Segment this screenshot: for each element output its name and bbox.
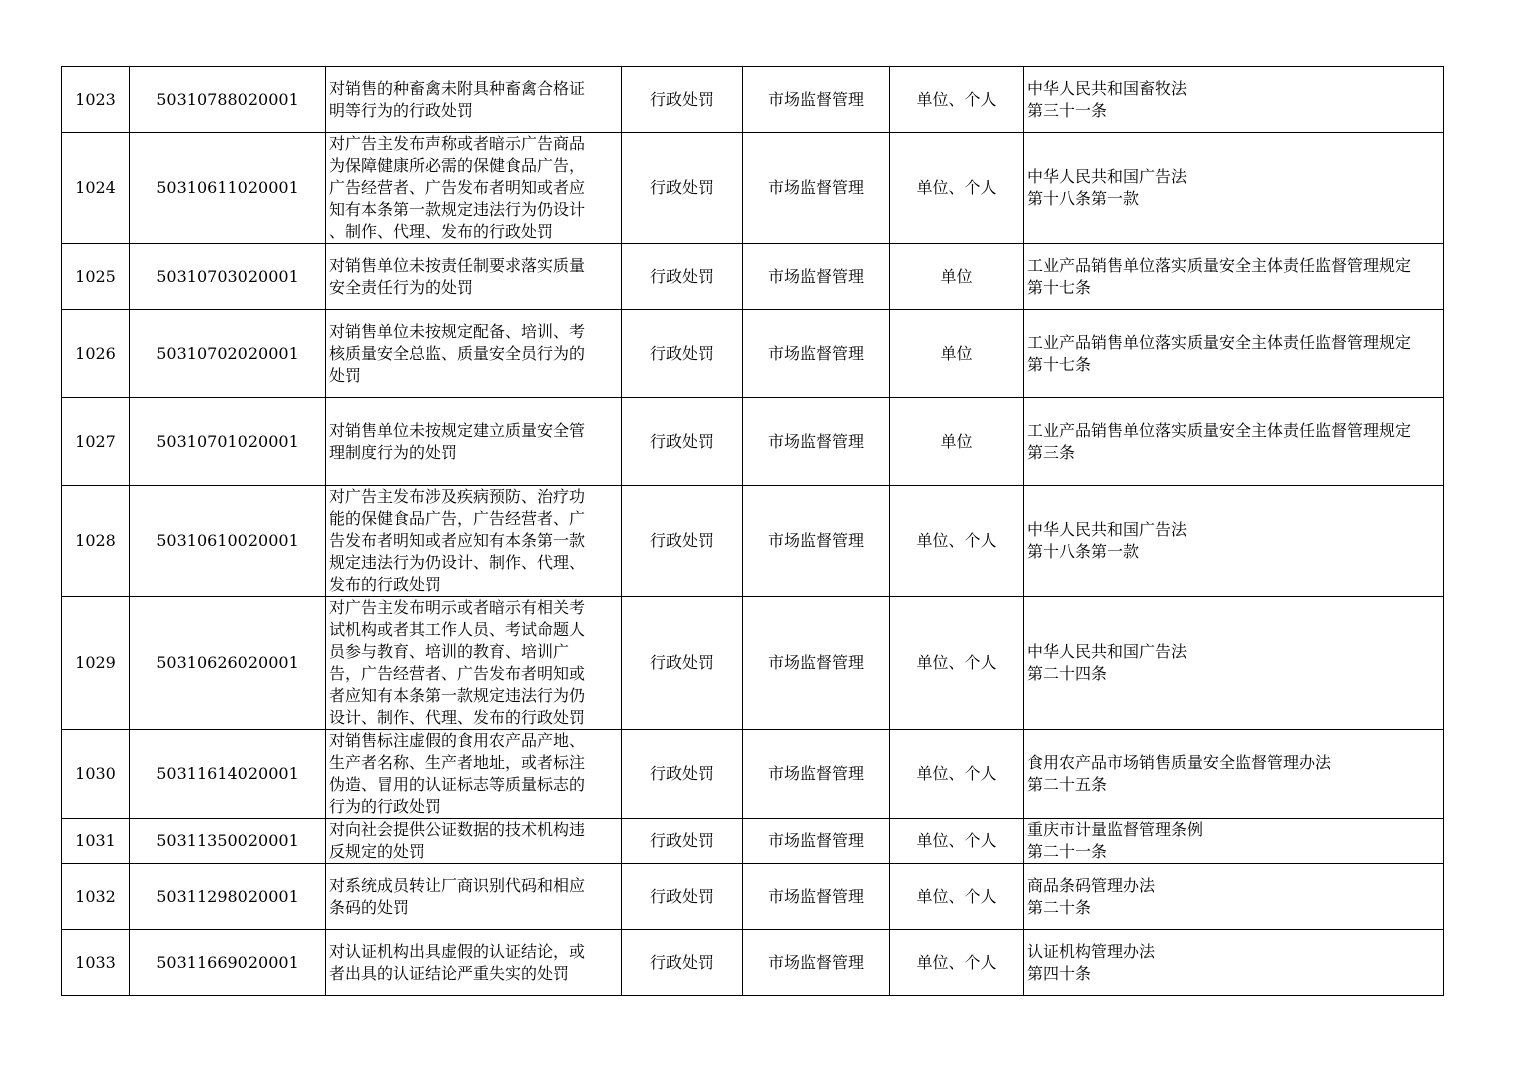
item-department: 市场监督管理 (743, 67, 890, 133)
description-line: 告，广告经营者、广告发布者明知或 (329, 664, 586, 683)
item-subject: 单位、个人 (890, 730, 1024, 819)
description-line: 生产者名称、生产者地址，或者标注 (329, 753, 586, 772)
description-line: 者出具的认证结论严重失实的处罚 (329, 963, 570, 983)
item-subject: 单位、个人 (890, 133, 1024, 244)
description-line: 能的保健食品广告，广告经营者、广 (329, 509, 586, 528)
basis-law: 商品条码管理办法 (1027, 875, 1156, 895)
description-line: 行为的行政处罚 (329, 797, 442, 816)
item-code: 50310702020001 (130, 310, 326, 398)
description-line: 对认证机构出具虚假的认证结论，或 (329, 941, 586, 961)
description-line: 发布的行政处罚 (329, 575, 442, 594)
description-line: 规定违法行为仍设计、制作、代理、 (329, 553, 586, 572)
item-department: 市场监督管理 (743, 730, 890, 819)
basis-article: 第二十四条 (1027, 664, 1108, 683)
table-row (62, 730, 1444, 819)
item-subject: 单位、个人 (890, 864, 1024, 930)
item-department: 市场监督管理 (743, 398, 890, 486)
description-line: 安全责任行为的处罚 (329, 277, 474, 297)
basis-law: 工业产品销售单位落实质量安全主体责任监督管理规定 (1027, 255, 1412, 275)
item-code: 50310701020001 (130, 398, 326, 486)
table-row (62, 864, 1444, 930)
description-line: 对广告主发布声称或者暗示广告商品 (329, 134, 586, 153)
item-legal-basis (1024, 819, 1444, 864)
item-legal-basis (1024, 398, 1444, 486)
item-code: 50310703020001 (130, 244, 326, 310)
basis-article: 第三十一条 (1027, 100, 1108, 120)
item-department: 市场监督管理 (743, 244, 890, 310)
item-subject: 单位 (890, 398, 1024, 486)
item-number: 1032 (62, 864, 130, 930)
item-code: 50311298020001 (130, 864, 326, 930)
item-number: 1025 (62, 244, 130, 310)
description-line: 对销售单位未按责任制要求落实质量 (329, 255, 586, 275)
item-code: 50311669020001 (130, 930, 326, 996)
table-row (62, 133, 1444, 244)
item-department: 市场监督管理 (743, 310, 890, 398)
item-subject: 单位、个人 (890, 486, 1024, 597)
basis-law: 重庆市计量监督管理条例 (1027, 820, 1204, 839)
table-row (62, 819, 1444, 864)
description-line: 对向社会提供公证数据的技术机构违 (329, 820, 586, 839)
basis-law: 中华人民共和国广告法 (1027, 520, 1188, 539)
description-line: 对广告主发布涉及疾病预防、治疗功 (329, 487, 586, 506)
item-legal-basis (1024, 244, 1444, 310)
basis-article: 第十八条第一款 (1027, 189, 1140, 208)
item-department: 市场监督管理 (743, 930, 890, 996)
basis-article: 第三条 (1027, 442, 1076, 462)
item-number: 1027 (62, 398, 130, 486)
item-code: 50310610020001 (130, 486, 326, 597)
item-number: 1023 (62, 67, 130, 133)
description-line: 明等行为的行政处罚 (329, 100, 474, 120)
item-code: 50310788020001 (130, 67, 326, 133)
item-legal-basis (1024, 310, 1444, 398)
basis-law: 食用农产品市场销售质量安全监督管理办法 (1027, 753, 1332, 772)
item-number: 1024 (62, 133, 130, 244)
description-line: 为保障健康所必需的保健食品广告， (329, 156, 586, 175)
item-description (326, 486, 622, 597)
description-line: 对系统成员转让厂商识别代码和相应 (329, 875, 586, 895)
item-type: 行政处罚 (622, 244, 743, 310)
item-type: 行政处罚 (622, 730, 743, 819)
description-line: 对销售单位未按规定建立质量安全管 (329, 420, 586, 440)
basis-law: 中华人民共和国畜牧法 (1027, 78, 1188, 98)
item-number: 1031 (62, 819, 130, 864)
basis-article: 第四十条 (1027, 963, 1092, 983)
item-description (326, 597, 622, 730)
description-line: 告发布者明知或者应知有本条第一款 (329, 531, 586, 550)
item-subject: 单位 (890, 244, 1024, 310)
description-line: 处罚 (329, 365, 362, 385)
item-number: 1026 (62, 310, 130, 398)
description-line: 设计、制作、代理、发布的行政处罚 (329, 708, 586, 727)
item-description (326, 67, 622, 133)
basis-article: 第十七条 (1027, 277, 1092, 297)
item-number: 1033 (62, 930, 130, 996)
table-row (62, 67, 1444, 133)
item-subject: 单位、个人 (890, 597, 1024, 730)
basis-law: 认证机构管理办法 (1027, 941, 1156, 961)
table-row (62, 244, 1444, 310)
item-description (326, 819, 622, 864)
description-line: 广告经营者、广告发布者明知或者应 (329, 178, 586, 197)
basis-article: 第十七条 (1027, 354, 1092, 374)
basis-law: 工业产品销售单位落实质量安全主体责任监督管理规定 (1027, 332, 1412, 352)
basis-article: 第二十五条 (1027, 775, 1108, 794)
item-department: 市场监督管理 (743, 597, 890, 730)
item-type: 行政处罚 (622, 819, 743, 864)
table-row (62, 930, 1444, 996)
item-legal-basis (1024, 930, 1444, 996)
item-code: 50311614020001 (130, 730, 326, 819)
item-department: 市场监督管理 (743, 133, 890, 244)
description-line: 理制度行为的处罚 (329, 442, 458, 462)
item-type: 行政处罚 (622, 133, 743, 244)
description-line: 核质量安全总监、质量安全员行为的 (329, 343, 586, 363)
basis-law: 中华人民共和国广告法 (1027, 167, 1188, 186)
basis-article: 第二十条 (1027, 897, 1092, 917)
item-subject: 单位、个人 (890, 930, 1024, 996)
item-type: 行政处罚 (622, 930, 743, 996)
penalty-items-table (61, 66, 1444, 996)
item-legal-basis (1024, 730, 1444, 819)
item-number: 1028 (62, 486, 130, 597)
description-line: 知有本条第一款规定违法行为仍设计 (329, 200, 586, 219)
item-type: 行政处罚 (622, 864, 743, 930)
description-line: 员参与教育、培训的教育、培训广 (329, 642, 570, 661)
item-legal-basis (1024, 486, 1444, 597)
item-number: 1030 (62, 730, 130, 819)
item-type: 行政处罚 (622, 310, 743, 398)
description-line: 对销售单位未按规定配备、培训、考 (329, 321, 586, 341)
basis-law: 中华人民共和国广告法 (1027, 642, 1188, 661)
item-type: 行政处罚 (622, 398, 743, 486)
table-row (62, 398, 1444, 486)
item-description (326, 133, 622, 244)
item-description (326, 730, 622, 819)
item-department: 市场监督管理 (743, 864, 890, 930)
item-code: 50310611020001 (130, 133, 326, 244)
description-line: 反规定的处罚 (329, 842, 426, 861)
item-subject: 单位、个人 (890, 67, 1024, 133)
item-subject: 单位 (890, 310, 1024, 398)
item-description (326, 244, 622, 310)
table-row (62, 310, 1444, 398)
item-type: 行政处罚 (622, 597, 743, 730)
item-legal-basis (1024, 597, 1444, 730)
table-row (62, 597, 1444, 730)
item-description (326, 310, 622, 398)
item-number: 1029 (62, 597, 130, 730)
item-department: 市场监督管理 (743, 819, 890, 864)
basis-law: 工业产品销售单位落实质量安全主体责任监督管理规定 (1027, 420, 1412, 440)
item-description (326, 864, 622, 930)
description-line: 对销售的种畜禽未附具种畜禽合格证 (329, 78, 586, 98)
description-line: 试机构或者其工作人员、考试命题人 (329, 620, 586, 639)
item-legal-basis (1024, 864, 1444, 930)
table-body (62, 67, 1444, 996)
item-type: 行政处罚 (622, 67, 743, 133)
basis-article: 第二十一条 (1027, 842, 1108, 861)
item-subject: 单位、个人 (890, 819, 1024, 864)
description-line: 、制作、代理、发布的行政处罚 (329, 222, 554, 241)
item-legal-basis (1024, 67, 1444, 133)
description-line: 对销售标注虚假的食用农产品产地、 (329, 731, 586, 750)
item-department: 市场监督管理 (743, 486, 890, 597)
item-code: 50310626020001 (130, 597, 326, 730)
item-legal-basis (1024, 133, 1444, 244)
item-description (326, 930, 622, 996)
description-line: 伪造、冒用的认证标志等质量标志的 (329, 775, 586, 794)
description-line: 对广告主发布明示或者暗示有相关考 (329, 598, 586, 617)
basis-article: 第十八条第一款 (1027, 542, 1140, 561)
table-row (62, 486, 1444, 597)
description-line: 条码的处罚 (329, 897, 410, 917)
item-type: 行政处罚 (622, 486, 743, 597)
description-line: 者应知有本条第一款规定违法行为仍 (329, 686, 586, 705)
item-description (326, 398, 622, 486)
item-code: 50311350020001 (130, 819, 326, 864)
